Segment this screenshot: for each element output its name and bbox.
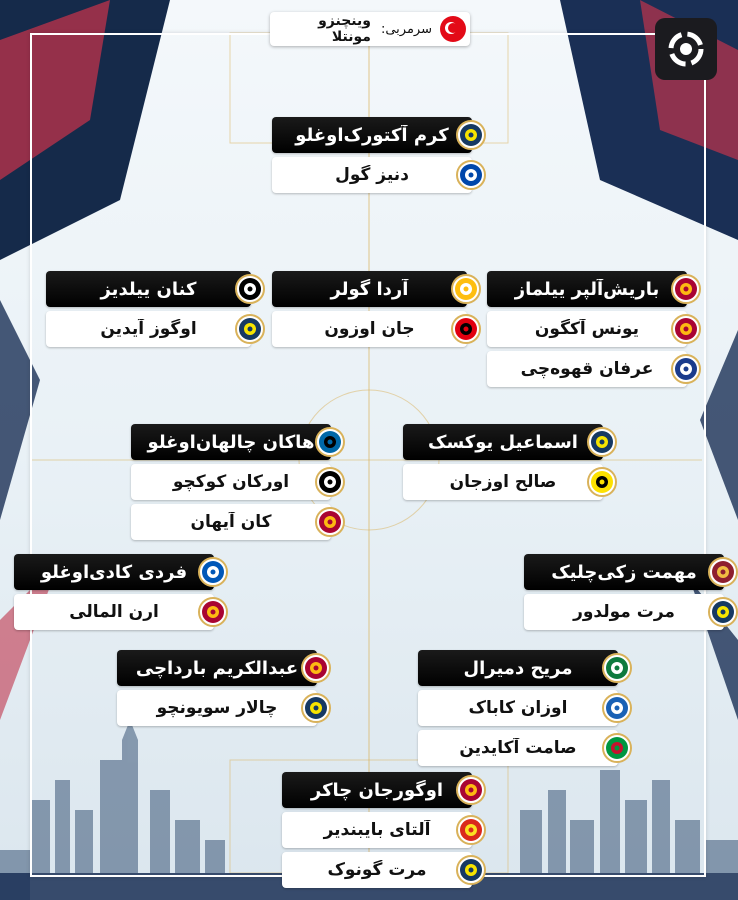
player-name: دنیز گول	[335, 165, 409, 185]
fenerbahce-badge-icon	[708, 597, 738, 627]
player-name: فردی کادی‌اوغلو	[40, 561, 188, 583]
substitute-row	[418, 690, 618, 726]
substitute-row	[117, 690, 317, 726]
fenerbahce-badge-icon	[235, 314, 265, 344]
player-name: کرم آکتورک‌اوغلو	[295, 124, 449, 146]
player-name: مهمت زکی‌چلیک	[551, 561, 697, 583]
galatasaray-badge-icon	[315, 507, 345, 537]
player-name: اسماعیل یوکسک	[428, 431, 578, 453]
starter-row	[524, 554, 724, 590]
real-madrid-badge-icon	[451, 274, 481, 304]
galatasaray-badge-icon	[301, 653, 331, 683]
substitute-row	[282, 812, 472, 848]
fenerbahce-badge-icon	[456, 120, 486, 150]
player-name: کان آیهان	[190, 512, 272, 532]
dortmund-badge-icon	[587, 467, 617, 497]
player-name: مرت گونوک	[327, 860, 427, 880]
player-name: عرفان قهوه‌چی	[520, 359, 654, 379]
player-name: عبدالکریم بارداچی	[135, 657, 299, 679]
player-name: چالار سویونچو	[156, 698, 278, 718]
substitute-row	[131, 504, 331, 540]
player-name: صامت آکایدین	[459, 738, 577, 758]
coach-label	[270, 12, 470, 46]
substitute-row	[272, 157, 472, 193]
player-name: مرت مولدور	[573, 602, 675, 622]
player-name: آردا گولر	[330, 278, 409, 300]
substitute-row	[131, 464, 331, 500]
galatasaray-badge-icon	[456, 775, 486, 805]
player-name: اورکان کوکچو	[172, 472, 290, 492]
substitute-row	[282, 852, 472, 888]
roma-badge-icon	[708, 557, 738, 587]
substitute-row	[524, 594, 724, 630]
juventus-badge-icon	[235, 274, 265, 304]
player-name: جان اوزون	[324, 319, 415, 339]
player-name: آلتای بایبندیر	[323, 820, 431, 840]
substitute-row	[487, 351, 687, 387]
eintracht-frankfurt-badge-icon	[451, 314, 481, 344]
starter-row	[282, 772, 472, 808]
rizespor-badge-icon	[602, 733, 632, 763]
starter-row	[117, 650, 317, 686]
starter-row	[131, 424, 331, 460]
manchester-united-badge-icon	[456, 815, 486, 845]
coach-name: وینچنزو مونتلا	[318, 13, 371, 45]
starter-row	[46, 271, 251, 307]
substitute-row	[46, 311, 251, 347]
site-logo-icon	[655, 18, 717, 80]
inter-badge-icon	[315, 427, 345, 457]
starter-row	[403, 424, 603, 460]
porto-badge-icon	[456, 160, 486, 190]
player-name: باریش‌آلپر ییلماز	[514, 278, 660, 300]
fenerbahce-badge-icon	[587, 427, 617, 457]
galatasaray-badge-icon	[198, 597, 228, 627]
substitute-row	[14, 594, 214, 630]
substitute-row	[272, 311, 467, 347]
starter-row	[14, 554, 214, 590]
besiktas-badge-icon	[315, 467, 345, 497]
fenerbahce-badge-icon	[301, 693, 331, 723]
galatasaray-badge-icon	[671, 274, 701, 304]
galatasaray-badge-icon	[671, 314, 701, 344]
player-name: کنان ییلدیز	[100, 278, 197, 300]
player-name: ارن المالی	[69, 602, 159, 622]
al-ahli-badge-icon	[602, 653, 632, 683]
substitute-row	[403, 464, 603, 500]
brighton-badge-icon	[198, 557, 228, 587]
starter-row	[418, 650, 618, 686]
player-name: مریح دمیرال	[463, 657, 573, 679]
player-name: اوزان کاباک	[468, 698, 568, 718]
hoffenheim-badge-icon	[602, 693, 632, 723]
starter-row	[272, 271, 467, 307]
player-name: هاکان چالهان‌اوغلو	[147, 431, 315, 453]
kasimpasa-badge-icon	[671, 354, 701, 384]
turkey-flag-icon	[440, 16, 466, 42]
starter-row	[487, 271, 687, 307]
coach-title: سرمربی:	[380, 21, 432, 37]
fenerbahce-badge-icon	[456, 855, 486, 885]
player-name: اوگوز آیدین	[100, 319, 197, 339]
starter-row	[272, 117, 472, 153]
substitute-row	[418, 730, 618, 766]
substitute-row	[487, 311, 687, 347]
player-name: صالح اوزجان	[449, 472, 557, 492]
player-name: اوگورجان چاکر	[310, 779, 444, 801]
player-name: یونس آکگون	[534, 319, 640, 339]
